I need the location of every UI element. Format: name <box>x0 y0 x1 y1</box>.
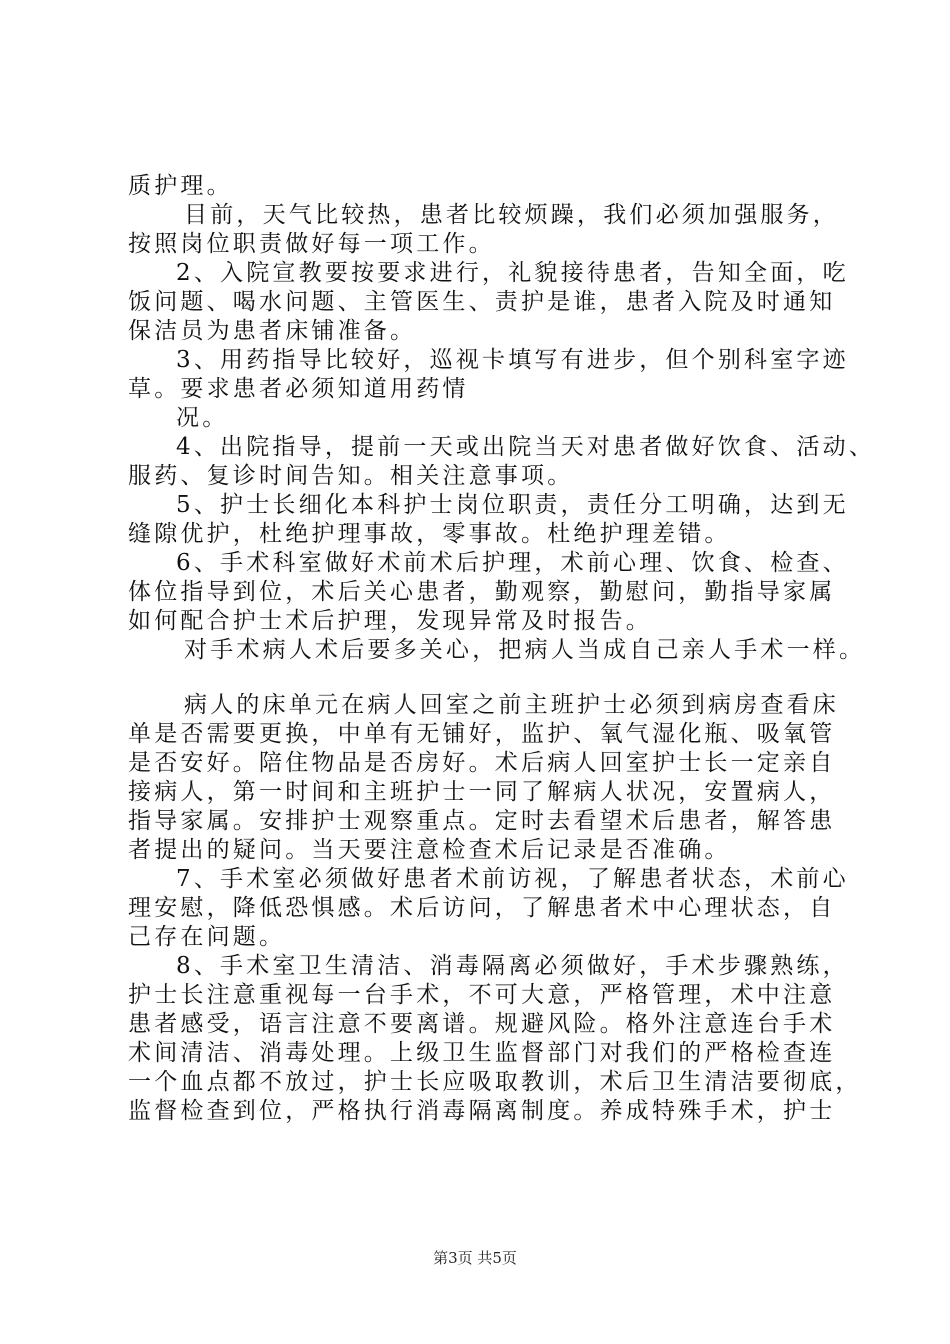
text-line: 草。要求患者必须知道用药情 <box>128 376 469 402</box>
text-line: 服药、复诊时间告知。相关注意事项。 <box>128 463 574 489</box>
text-line: 一个血点都不放过，护士长应吸取教训，术后卫生清洁要彻底， <box>128 1069 862 1095</box>
text-line: 病人的床单元在病人回室之前主班护士必须到病房查看床 <box>184 692 839 718</box>
text-line: 5、护士长细化本科护士岗位职责，责任分工明确，达到无 <box>176 492 849 518</box>
text-line: 7、手术室必须做好患者术前访视，了解患者状态，术前心 <box>176 866 849 892</box>
text-line: 缝隙优护，杜绝护理事故，零事故。杜绝护理差错。 <box>128 521 731 547</box>
text-line: 监督检查到位，严格执行消毒隔离制度。养成特殊手术，护士 <box>128 1098 836 1124</box>
text-line: 4、出院指导，提前一天或出院当天对患者做好饮食、活动、 <box>176 434 876 460</box>
text-line: 目前，天气比较热，患者比较烦躁，我们必须加强服务， <box>184 202 839 228</box>
text-line: 己存在问题。 <box>128 924 286 950</box>
document-body <box>128 172 876 1126</box>
text-line: 接病人，第一时间和主班护士一同了解病人状况，安置病人， <box>128 779 836 805</box>
text-line: 患者感受，语言注意不要离谱。规避风险。格外注意连台手术 <box>128 1011 836 1037</box>
page-footer <box>0 1247 950 1268</box>
text-line: 6、手术科室做好术前术后护理，术前心理、饮食、检查、 <box>176 550 849 576</box>
text-line: 按照岗位职责做好每一项工作。 <box>128 231 495 257</box>
text-line: 理安慰，降低恐惧感。术后访问，了解患者术中心理状态，自 <box>128 895 836 921</box>
text-line: 8、手术室卫生清洁、消毒隔离必须做好，手术步骤熟练， <box>176 953 849 979</box>
text-line: 3、用药指导比较好，巡视卡填写有进步，但个别科室字迹 <box>176 347 849 373</box>
text-line: 术间清洁、消毒处理。上级卫生监督部门对我们的严格检查连 <box>128 1040 836 1066</box>
text-line: 2、入院宣教要按要求进行，礼貌接待患者，告知全面，吃 <box>176 260 849 286</box>
text-line: 指导家属。安排护士观察重点。定时去看望术后患者，解答患 <box>128 808 836 834</box>
text-line: 质护理。 <box>128 173 233 199</box>
text-line: 如何配合护士术后护理，发现异常及时报告。 <box>128 608 652 634</box>
text-line: 护士长注意重视每一台手术，不可大意，严格管理，术中注意 <box>128 982 836 1008</box>
text-line: 是否安好。陪住物品是否房好。术后病人回室护士长一定亲自 <box>128 750 836 776</box>
text-line: 保洁员为患者床铺准备。 <box>128 318 417 344</box>
text-line: 对手术病人术后要多关心，把病人当成自己亲人手术一样。 <box>184 637 866 663</box>
text-line: 者提出的疑问。当天要注意检查术后记录是否准确。 <box>128 837 731 863</box>
page-number-label: 第3页 共5页 <box>433 1249 517 1267</box>
text-line: 饭问题、喝水问题、主管医生、责护是谁，患者入院及时通知 <box>128 289 836 315</box>
text-line: 体位指导到位，术后关心患者，勤观察，勤慰问，勤指导家属 <box>128 579 836 605</box>
paragraph-gap <box>128 665 848 691</box>
text-line: 单是否需要更换，中单有无铺好，监护、氧气湿化瓶、吸氧管 <box>128 721 836 747</box>
text-line: 况。 <box>176 405 229 431</box>
